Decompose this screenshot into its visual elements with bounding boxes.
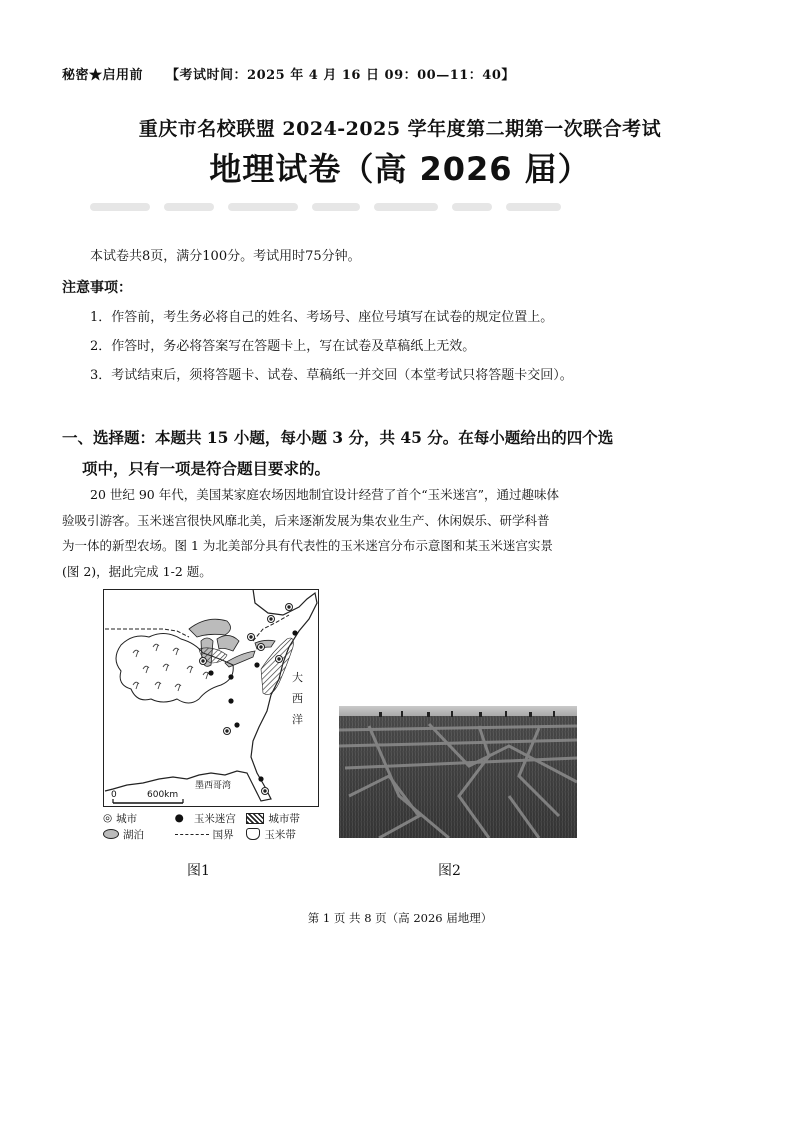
city-symbol-icon: ◎ [103, 812, 113, 824]
map-legend [103, 810, 318, 842]
exam-title: 重庆市名校联盟 2024-2025 学年度第二期第一次联合考试 [138, 118, 662, 140]
passage-line: 验吸引游客。玉米迷宫很快风靡北美，后来逐渐发展为集农业生产、休闲娱乐、研学科普 [62, 512, 550, 528]
scale-label: 600km [147, 790, 179, 800]
page-footer: 第 1 页 共 8 页（高 2026 届地理） [307, 911, 493, 925]
notice-item: 3．考试结束后，须将答题卡、试卷、草稿纸一并交回（本堂考试只将答题卡交回）。 [90, 368, 573, 383]
legend-border: 国界 [212, 828, 234, 841]
notice-item: 2．作答时，务必将答案写在答题卡上，写在试卷及草稿纸上无效。 [90, 339, 476, 354]
section-heading [62, 422, 632, 484]
lake-symbol-icon [103, 829, 119, 839]
corn-belt-symbol-icon [246, 828, 260, 840]
section-heading-line2: 项中，只有一项是符合题目要求的。 [82, 459, 331, 478]
ocean-label-char: 西 [292, 692, 303, 705]
scale-zero: 0 [111, 790, 117, 800]
passage-line: 20 世纪 90 年代，美国某家庭农场因地制宜设计经营了首个“玉米迷宫”，通过趣味体 [90, 487, 560, 502]
exam-time: 【考试时间：2025 年 4 月 16 日 09：00—11：40】 [166, 68, 515, 83]
notice-heading: 注意事项： [62, 280, 132, 296]
paper-intro: 本试卷共8页，满分100分。考试用时75分钟。 [90, 249, 361, 264]
confidentiality-line [62, 64, 533, 83]
gulf-label: 墨西哥湾 [195, 781, 232, 791]
sky [339, 706, 577, 716]
maze-symbol-icon: ● [174, 812, 184, 824]
legend-corn-belt: 玉米带 [264, 828, 296, 841]
ocean-label-char: 洋 [292, 713, 303, 726]
bleed-through-smudge [90, 196, 600, 214]
passage-line: 为一体的新型农场。图 1 为北美部分具有代表性的玉米迷宫分布示意图和某玉米迷宫实景 [62, 538, 553, 553]
legend-city-belt: 城市带 [268, 812, 300, 825]
paper-title: 地理试卷（高 2026 届） [209, 150, 591, 188]
city-belt-symbol-icon [246, 813, 264, 824]
passage-line: (图 2)，据此完成 1-2 题。 [62, 563, 212, 579]
secret-label: 秘密★启用前 [62, 68, 144, 83]
north-america-corn-maze-map [103, 589, 319, 807]
question-passage [62, 482, 622, 584]
border-symbol-icon [175, 834, 209, 835]
figure2-caption: 图2 [438, 863, 461, 879]
notice-item: 1．作答前，考生务必将自己的姓名、考场号、座位号填写在试卷的规定位置上。 [90, 310, 554, 325]
legend-lake: 湖泊 [123, 828, 144, 841]
legend-maze: 玉米迷宫 [193, 812, 236, 825]
corn-maze-photo [339, 706, 577, 838]
figure1-caption: 图1 [187, 863, 210, 879]
section-heading-line1: 一、选择题：本题共 15 小题，每小题 3 分，共 45 分。在每小题给出的四个选 [62, 428, 614, 447]
legend-city: 城市 [116, 812, 138, 825]
ocean-label-char: 大 [292, 671, 303, 684]
